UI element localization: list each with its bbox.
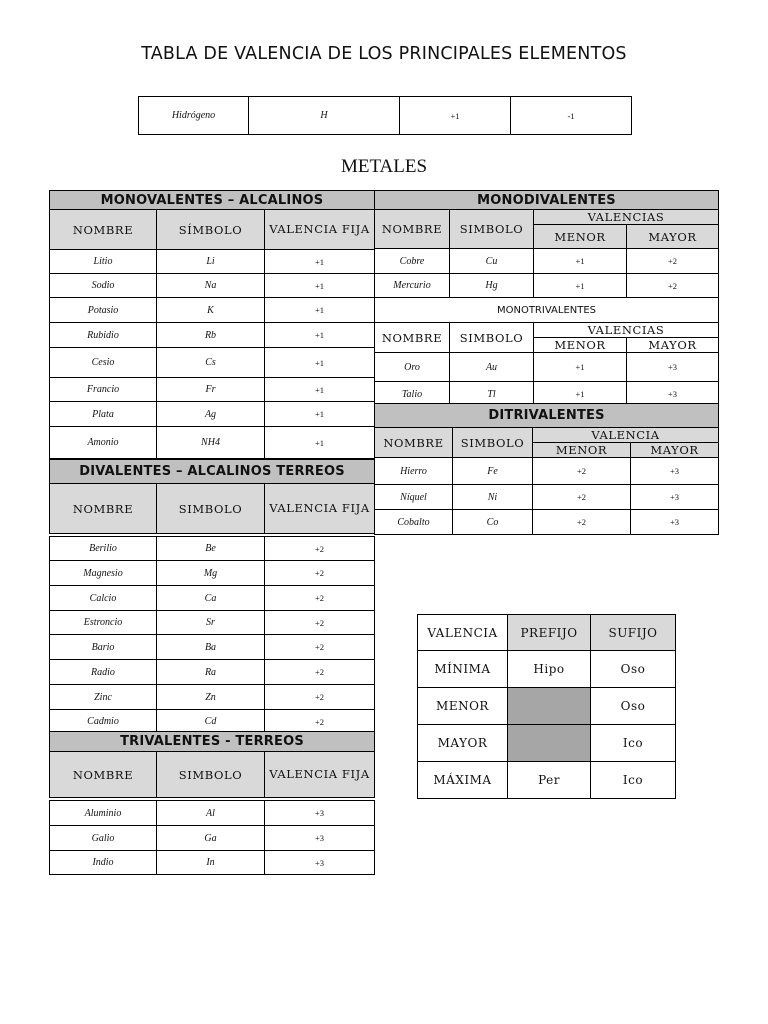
trivalentes-table <box>49 731 375 875</box>
element-symbol: Fr <box>157 378 265 402</box>
valence-mayor: +3 <box>631 458 719 485</box>
element-valence: +1 <box>265 402 375 427</box>
monodivalentes-title: MONODIVALENTES <box>375 191 719 210</box>
table-row <box>375 510 719 535</box>
element-name: Litio <box>50 250 157 274</box>
col-simbolo: SIMBOLO <box>157 484 265 534</box>
element-symbol: NH4 <box>157 427 265 459</box>
element-symbol: K <box>157 298 265 323</box>
element-name: Cobalto <box>375 510 453 535</box>
element-valence: +3 <box>265 801 375 826</box>
col-nombre: NOMBRE <box>375 210 450 249</box>
element-valence: +2 <box>265 710 375 734</box>
suffix-sufijo: Oso <box>591 688 676 725</box>
valence-mayor: +3 <box>627 382 719 407</box>
suffix-sufijo: Ico <box>591 725 676 762</box>
element-valence: +1 <box>265 298 375 323</box>
element-name: Indio <box>50 851 157 875</box>
valence-menor: +1 <box>534 249 627 274</box>
table-row <box>418 762 676 799</box>
table-row <box>50 250 375 274</box>
element-name: Francio <box>50 378 157 402</box>
prefijos-sufijos-table <box>417 614 676 799</box>
element-symbol: Cs <box>157 348 265 378</box>
element-symbol: Mg <box>157 561 265 586</box>
table-row <box>50 851 375 875</box>
col-valencias: VALENCIAS <box>534 323 719 338</box>
col-nombre: NOMBRE <box>50 210 157 250</box>
table-row <box>50 323 375 348</box>
col-prefijo: PREFIJO <box>508 615 591 651</box>
element-name: Aluminio <box>50 801 157 826</box>
col-mayor: MAYOR <box>627 338 719 353</box>
monodivalentes-table <box>374 190 719 407</box>
col-valencia: VALENCIA <box>418 615 508 651</box>
element-valence: +3 <box>265 826 375 851</box>
element-name: Berilio <box>50 537 157 561</box>
table-row <box>418 651 676 688</box>
element-symbol: Zn <box>157 685 265 710</box>
col-valencia-fija: VALENCIA FIJA <box>265 210 375 250</box>
element-name: Cobre <box>375 249 450 274</box>
suffix-prefijo: Hipo <box>508 651 591 688</box>
element-name: Potasio <box>50 298 157 323</box>
col-nombre: NOMBRE <box>375 323 450 353</box>
valence-menor: +1 <box>534 353 627 382</box>
valence-menor: +2 <box>533 458 631 485</box>
hydrogen-valence-positive: +1 <box>400 97 511 135</box>
table-row <box>50 586 375 611</box>
element-name: Mercurio <box>375 274 450 298</box>
valence-menor: +1 <box>534 382 627 407</box>
table-row <box>50 378 375 402</box>
element-symbol: Fe <box>453 458 533 485</box>
section-subtitle: METALES <box>340 156 428 177</box>
col-menor: MENOR <box>533 443 631 458</box>
table-row <box>418 688 676 725</box>
valence-mayor: +3 <box>631 510 719 535</box>
col-mayor: MAYOR <box>627 225 719 249</box>
col-nombre: NOMBRE <box>50 752 157 798</box>
table-row <box>50 660 375 685</box>
col-simbolo: SIMBOLO <box>453 428 533 458</box>
element-symbol: Ni <box>453 485 533 510</box>
element-name: Sodio <box>50 274 157 298</box>
element-symbol: Sr <box>157 611 265 635</box>
monovalentes-title: MONOVALENTES – ALCALINOS <box>50 191 375 210</box>
col-valencia-fija: VALENCIA FIJA <box>265 484 375 534</box>
table-row <box>418 725 676 762</box>
element-valence: +2 <box>265 660 375 685</box>
col-simbolo: SIMBOLO <box>157 752 265 798</box>
valence-menor: +2 <box>533 510 631 535</box>
element-name: Cadmio <box>50 710 157 734</box>
element-name: Amonio <box>50 427 157 459</box>
suffix-prefijo <box>508 688 591 725</box>
suffix-valencia: MENOR <box>418 688 508 725</box>
element-symbol: Cd <box>157 710 265 734</box>
element-symbol: Na <box>157 274 265 298</box>
element-name: Níquel <box>375 485 453 510</box>
table-row <box>50 274 375 298</box>
suffix-valencia: MÁXIMA <box>418 762 508 799</box>
table-row <box>375 249 719 274</box>
monotrivalentes-title: MONOTRIVALENTES <box>375 298 719 323</box>
element-symbol: Tl <box>450 382 534 407</box>
valence-mayor: +3 <box>631 485 719 510</box>
element-name: Hierro <box>375 458 453 485</box>
ditrivalentes-table <box>374 403 719 535</box>
suffix-prefijo: Per <box>508 762 591 799</box>
element-valence: +1 <box>265 378 375 402</box>
element-symbol: Ag <box>157 402 265 427</box>
table-row <box>375 458 719 485</box>
valence-mayor: +3 <box>627 353 719 382</box>
page-title: TABLA DE VALENCIA DE LOS PRINCIPALES ELEMENTOS <box>141 44 627 64</box>
col-nombre: NOMBRE <box>375 428 453 458</box>
element-symbol: Cu <box>450 249 534 274</box>
element-valence: +1 <box>265 250 375 274</box>
element-valence: +2 <box>265 685 375 710</box>
table-row <box>50 801 375 826</box>
element-name: Radio <box>50 660 157 685</box>
col-valencia: VALENCIA <box>533 428 719 443</box>
table-row <box>50 826 375 851</box>
table-row <box>50 685 375 710</box>
element-name: Rubidio <box>50 323 157 348</box>
table-row <box>375 274 719 298</box>
table-row <box>50 561 375 586</box>
valence-menor: +1 <box>534 274 627 298</box>
element-name: Plata <box>50 402 157 427</box>
element-valence: +1 <box>265 427 375 459</box>
divalentes-title: DIVALENTES – ALCALINOS TERREOS <box>50 460 375 484</box>
col-menor: MENOR <box>534 338 627 353</box>
element-name: Bario <box>50 635 157 660</box>
element-name: Calcio <box>50 586 157 611</box>
element-symbol: Au <box>450 353 534 382</box>
hydrogen-symbol: H <box>249 97 400 135</box>
suffix-sufijo: Oso <box>591 651 676 688</box>
element-name: Magnesio <box>50 561 157 586</box>
element-symbol: Ra <box>157 660 265 685</box>
hydrogen-table <box>138 96 632 135</box>
element-symbol: Ca <box>157 586 265 611</box>
col-mayor: MAYOR <box>631 443 719 458</box>
element-symbol: Co <box>453 510 533 535</box>
col-valencia-fija: VALENCIA FIJA <box>265 752 375 798</box>
col-menor: MENOR <box>534 225 627 249</box>
monovalentes-table <box>49 190 375 459</box>
valence-menor: +2 <box>533 485 631 510</box>
element-valence: +1 <box>265 274 375 298</box>
col-simbolo: SÍMBOLO <box>157 210 265 250</box>
valence-mayor: +2 <box>627 249 719 274</box>
element-symbol: Ba <box>157 635 265 660</box>
table-row <box>50 611 375 635</box>
element-valence: +1 <box>265 348 375 378</box>
suffix-sufijo: Ico <box>591 762 676 799</box>
element-valence: +2 <box>265 561 375 586</box>
element-symbol: Rb <box>157 323 265 348</box>
element-name: Cesio <box>50 348 157 378</box>
suffix-valencia: MAYOR <box>418 725 508 762</box>
element-symbol: Al <box>157 801 265 826</box>
col-valencias: VALENCIAS <box>534 210 719 225</box>
col-simbolo: SIMBOLO <box>450 210 534 249</box>
table-row <box>375 353 719 382</box>
element-name: Galio <box>50 826 157 851</box>
valence-mayor: +2 <box>627 274 719 298</box>
suffix-valencia: MÍNIMA <box>418 651 508 688</box>
element-name: Oro <box>375 353 450 382</box>
table-row <box>50 710 375 734</box>
table-row <box>50 298 375 323</box>
table-row <box>50 537 375 561</box>
element-valence: +2 <box>265 611 375 635</box>
hydrogen-name: Hidrógeno <box>139 97 249 135</box>
element-symbol: In <box>157 851 265 875</box>
table-row <box>50 427 375 459</box>
trivalentes-title: TRIVALENTES - TERREOS <box>50 732 375 752</box>
element-valence: +1 <box>265 323 375 348</box>
element-name: Estroncio <box>50 611 157 635</box>
col-simbolo: SIMBOLO <box>450 323 534 353</box>
hydrogen-valence-negative: -1 <box>511 97 632 135</box>
element-valence: +3 <box>265 851 375 875</box>
element-name: Zinc <box>50 685 157 710</box>
element-valence: +2 <box>265 635 375 660</box>
col-sufijo: SUFIJO <box>591 615 676 651</box>
ditrivalentes-title: DITRIVALENTES <box>375 404 719 428</box>
element-valence: +2 <box>265 537 375 561</box>
element-symbol: Hg <box>450 274 534 298</box>
table-row <box>50 402 375 427</box>
table-row <box>375 485 719 510</box>
suffix-prefijo <box>508 725 591 762</box>
element-symbol: Ga <box>157 826 265 851</box>
element-name: Talio <box>375 382 450 407</box>
element-symbol: Li <box>157 250 265 274</box>
element-symbol: Be <box>157 537 265 561</box>
table-row <box>50 635 375 660</box>
col-nombre: NOMBRE <box>50 484 157 534</box>
table-row <box>50 348 375 378</box>
divalentes-table <box>49 459 375 734</box>
element-valence: +2 <box>265 586 375 611</box>
